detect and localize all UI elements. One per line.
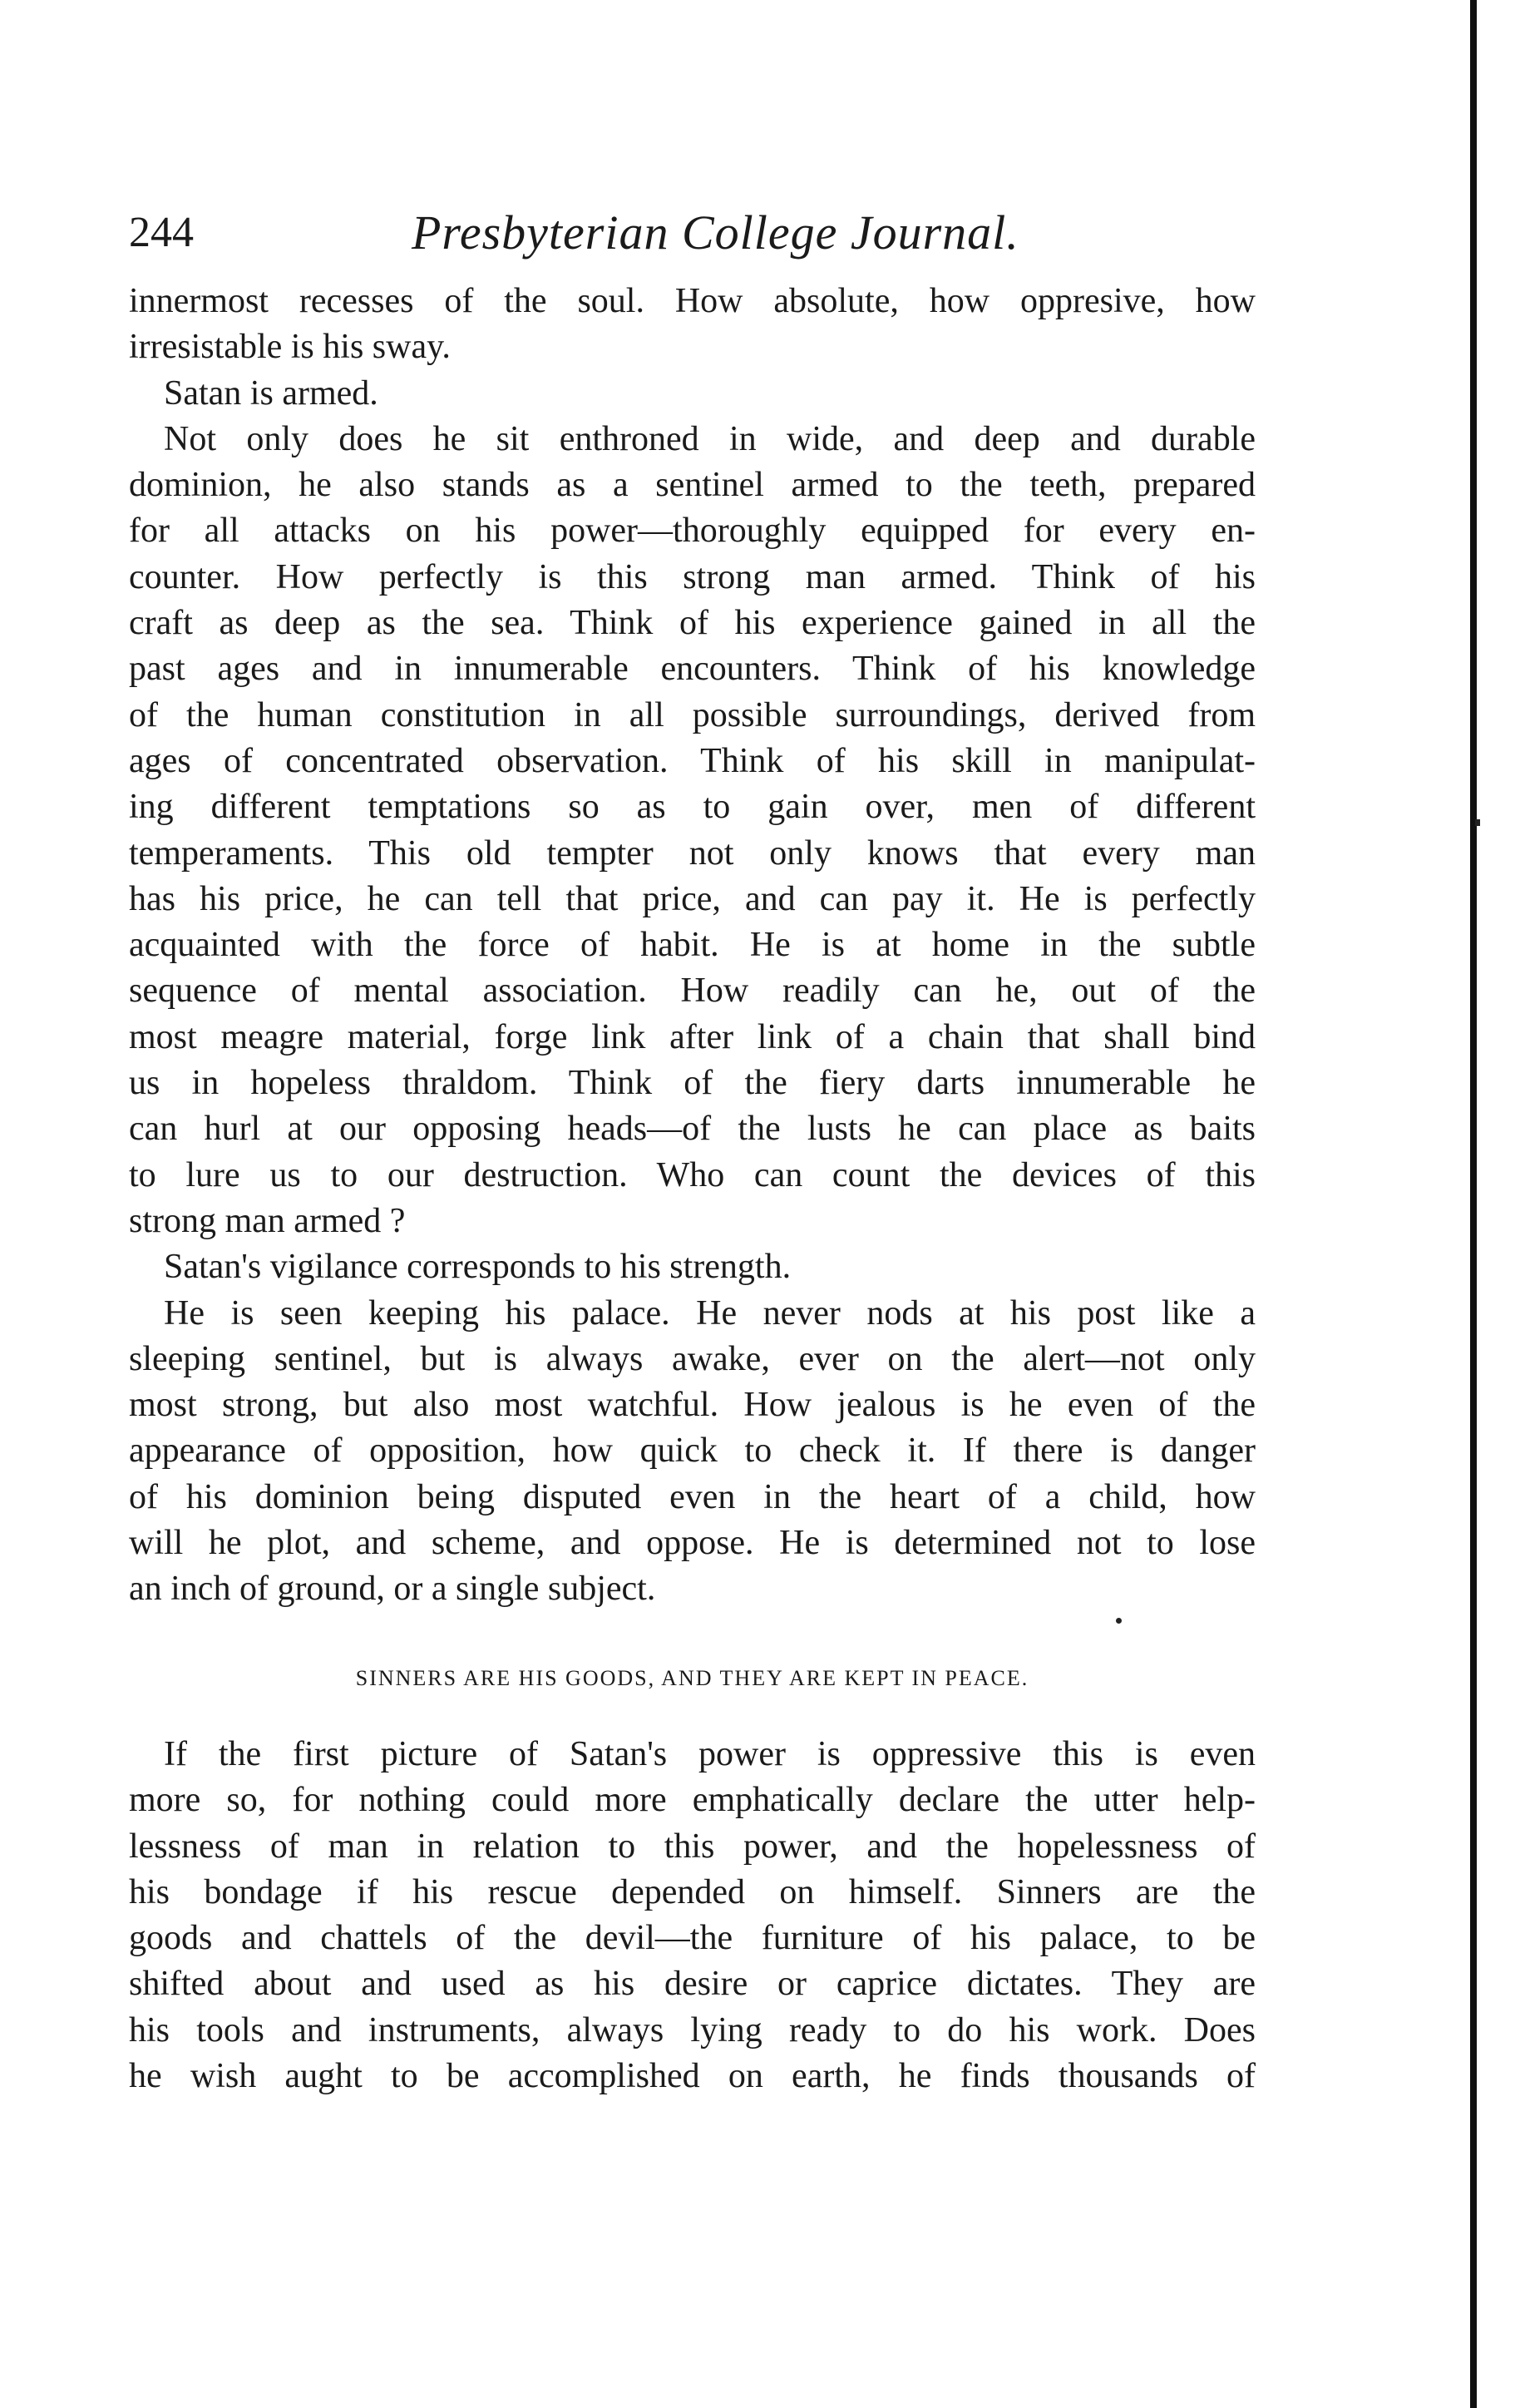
page-header [129, 200, 1260, 266]
text-line: will he plot, and scheme, and oppose. He is determined not to lose [129, 1524, 1256, 1563]
text-line: dominion, he also stands as a sentinel armed to the teeth, prepared [129, 466, 1256, 505]
section-heading: SINNERS ARE HIS GOODS, AND THEY ARE KEPT IN PEACE. [355, 1666, 1029, 1690]
text-line: lessness of man in relation to this power, and the hopelessness of [129, 1827, 1256, 1866]
text-line: ages of concentrated observation. Think of his skill in manipulat- [129, 741, 1256, 780]
text-line: us in hopeless thraldom. Think of the fiery darts innumerable he [129, 1064, 1256, 1103]
running-title: Presbyterian College Journal. [412, 205, 1019, 260]
text-line: for all attacks on his power—thoroughly equipped for every en- [129, 512, 1256, 551]
text-block-lower [129, 1732, 1256, 2099]
edge-mark [1475, 819, 1480, 826]
text-line: has his price, he can tell that price, and can pay it. He is perfectly [129, 879, 1256, 918]
text-line: temperaments. This old tempter not only knows that every man [129, 833, 1256, 873]
text-line: Satan's vigilance corresponds to his strength. [164, 1248, 792, 1287]
text-line: irresistable is his sway. [129, 328, 451, 367]
text-line: his bondage if his rescue depended on himself. Sinners are the [129, 1872, 1256, 1911]
text-line: counter. How perfectly is this strong man armed. Think of his [129, 557, 1256, 596]
text-line: past ages and in innumerable encounters. Think of his knowledge [129, 650, 1256, 689]
text-line: Not only does he sit enthroned in wide, and deep and durable [164, 419, 1256, 458]
text-line: to lure us to our destruction. Who can count the devices of this [129, 1155, 1256, 1194]
page-edge-bar [1470, 0, 1477, 2408]
text-line: goods and chattels of the devil—the furniture of his palace, to be [129, 1919, 1256, 1958]
text-line: of his dominion being disputed even in the heart of a child, how [129, 1477, 1256, 1516]
text-line: an inch of ground, or a single subject. [129, 1570, 656, 1609]
page-number: 244 [129, 209, 194, 256]
text-line: his tools and instruments, always lying ready to do his work. Does [129, 2010, 1256, 2050]
text-line: he wish aught to be accomplished on earth, he finds thousands of [129, 2057, 1256, 2096]
text-line: Satan is armed. [164, 373, 378, 413]
text-line: strong man armed ? [129, 1201, 406, 1240]
text-line: can hurl at our opposing heads—of the lusts he can place as baits [129, 1110, 1256, 1149]
text-line: most meagre material, forge link after link of a chain that shall bind [129, 1017, 1256, 1056]
text-block-upper [129, 279, 1256, 1613]
text-line: most strong, but also most watchful. How jealous is he even of the [129, 1386, 1256, 1425]
text-line: ing different temptations so as to gain over, men of different [129, 788, 1256, 827]
text-line: If the first picture of Satan's power is oppressive this is even [164, 1735, 1256, 1773]
text-line: sleeping sentinel, but is always awake, ever on the alert—not only [129, 1339, 1256, 1378]
text-line: He is seen keeping his palace. He never nods at his post like a [164, 1293, 1256, 1333]
text-line: appearance of opposition, how quick to check it. If there is danger [129, 1431, 1256, 1471]
text-line: craft as deep as the sea. Think of his experience gained in all the [129, 604, 1256, 643]
text-line: shifted about and used as his desire or caprice dictates. They are [129, 1965, 1256, 2004]
text-line: of the human constitution in all possible surroundings, derived from [129, 695, 1256, 734]
stray-dot [1116, 1618, 1122, 1624]
text-line: sequence of mental association. How readily can he, out of the [129, 972, 1256, 1011]
text-line: innermost recesses of the soul. How absolute, how oppresive, how [129, 282, 1256, 320]
text-line: acquainted with the force of habit. He is at home in the subtle [129, 926, 1256, 965]
text-line: more so, for nothing could more emphatically declare the utter help- [129, 1781, 1256, 1820]
